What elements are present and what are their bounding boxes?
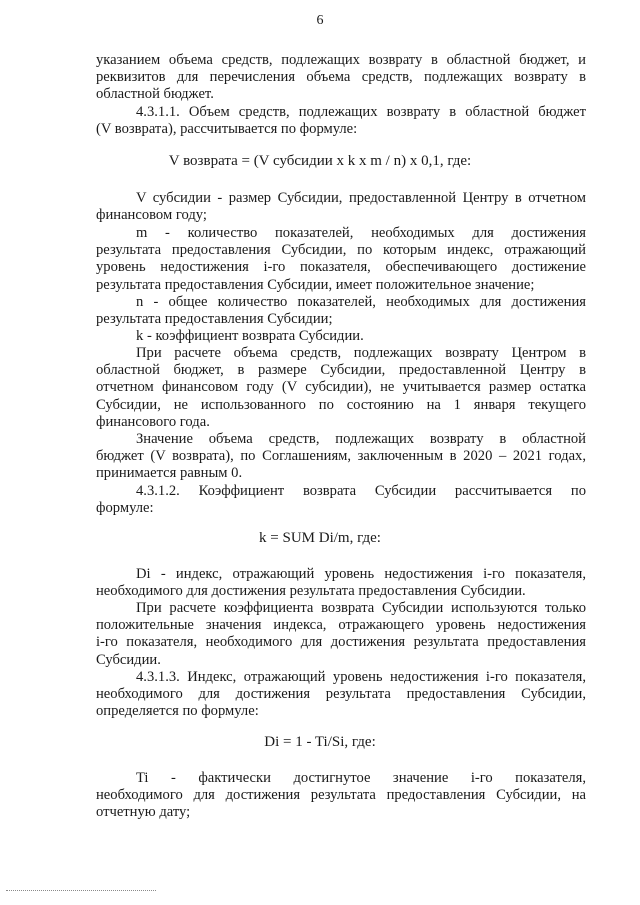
text-line: результата предоставления Субсидии, имеет положительное значение; (96, 276, 535, 293)
paragraph-return-value (96, 431, 586, 483)
formula-k: k = SUM Di/m, где: (259, 530, 381, 546)
text-line: 4.3.1.3. Индекс, отражающий уровень недостижения i-го показателя, (136, 669, 586, 685)
text-line: Ti - фактически достигнутое значение i-го показателя, (136, 770, 586, 786)
text-line: результата предоставления Субсидии; (96, 311, 333, 328)
text-line: Значение объема средств, подлежащих возврату в областной (136, 431, 586, 447)
text-line: положительные значения индекса, отражающего уровень недостижения (96, 617, 586, 634)
text-line: необходимого для достижения результата предоставления Субсидии, на (96, 787, 586, 804)
definition-di (96, 566, 586, 600)
text-line: определяется по формуле: (96, 703, 259, 720)
definition-k (96, 328, 586, 345)
text-line: Субсидии. (96, 651, 161, 668)
definition-m (96, 225, 586, 294)
text-line: уровень недостижения i-го показателя, обеспечивающего достижение (96, 259, 586, 276)
formula-v-return: V возврата = (V субсидии x k x m / n) x 0,1, где: (168, 153, 472, 169)
text-line: необходимого для достижения результата предоставления Субсидии, (96, 686, 586, 703)
paragraph-coefficient-note (96, 600, 586, 669)
text-line: областной бюджет, в размере Субсидии, предоставленной Центру в (96, 362, 586, 379)
text-line: При расчете объема средств, подлежащих возврату Центром в (136, 345, 586, 361)
paragraph-calculation-note (96, 345, 586, 431)
text-line: областной бюджет. (96, 86, 214, 103)
text-line: V субсидии - размер Субсидии, предоставленной Центру в отчетном (136, 190, 586, 206)
text-line: k - коэффициент возврата Субсидии. (136, 328, 364, 344)
text-line: финансовом году; (96, 207, 207, 224)
text-line: указанием объема средств, подлежащих возврату в областной бюджет, и (96, 52, 586, 68)
text-line: 4.3.1.2. Коэффициент возврата Субсидии рассчитывается по (136, 483, 586, 499)
text-line: формуле: (96, 500, 154, 517)
text-line: (V возврата), рассчитывается по формуле: (96, 121, 358, 138)
paragraph-4-3-1-2 (96, 483, 586, 517)
text-line: необходимого для достижения результата предоставления Субсидии. (96, 583, 526, 600)
definition-v-subsidy (96, 190, 586, 224)
text-line: m - количество показателей, необходимых для достижения (136, 225, 586, 241)
paragraph-return-details (96, 52, 586, 104)
page-number: 6 (316, 13, 324, 28)
paragraph-4-3-1-3 (96, 669, 586, 721)
text-line: бюджет (V возврата), по Соглашениям, заключенным в 2020 – 2021 годах, (96, 448, 586, 465)
text-line: принимается равным 0. (96, 465, 243, 482)
text-line: i-го показателя, необходимого для достижения результата предоставления (96, 634, 586, 651)
text-line: 4.3.1.1. Объем средств, подлежащих возврату в областной бюджет (136, 104, 586, 120)
scan-artifact (6, 890, 156, 893)
text-line: Субсидии, не использованного по состоянию на 1 января текущего (96, 396, 586, 413)
paragraph-4-3-1-1 (96, 104, 586, 138)
text-line: результата предоставления Субсидии, по которым индекс, отражающий (96, 242, 586, 259)
text-line: отчетную дату; (96, 804, 191, 821)
definition-n (96, 294, 586, 328)
text-line: финансового года. (96, 413, 210, 430)
text-line: При расчете коэффициента возврата Субсидии используются только (136, 600, 586, 616)
text-line: n - общее количество показателей, необходимых для достижения (136, 294, 586, 310)
formula-di: Di = 1 - Ti/Si, где: (264, 734, 376, 750)
text-line: отчетном финансовом году (V субсидии), не учитывается размер остатка (96, 379, 586, 396)
text-line: Di - индекс, отражающий уровень недостижения i-го показателя, (136, 566, 586, 582)
text-line: реквизитов для перечисления объема средств, подлежащих возврату в (96, 69, 586, 86)
definition-ti (96, 770, 586, 822)
